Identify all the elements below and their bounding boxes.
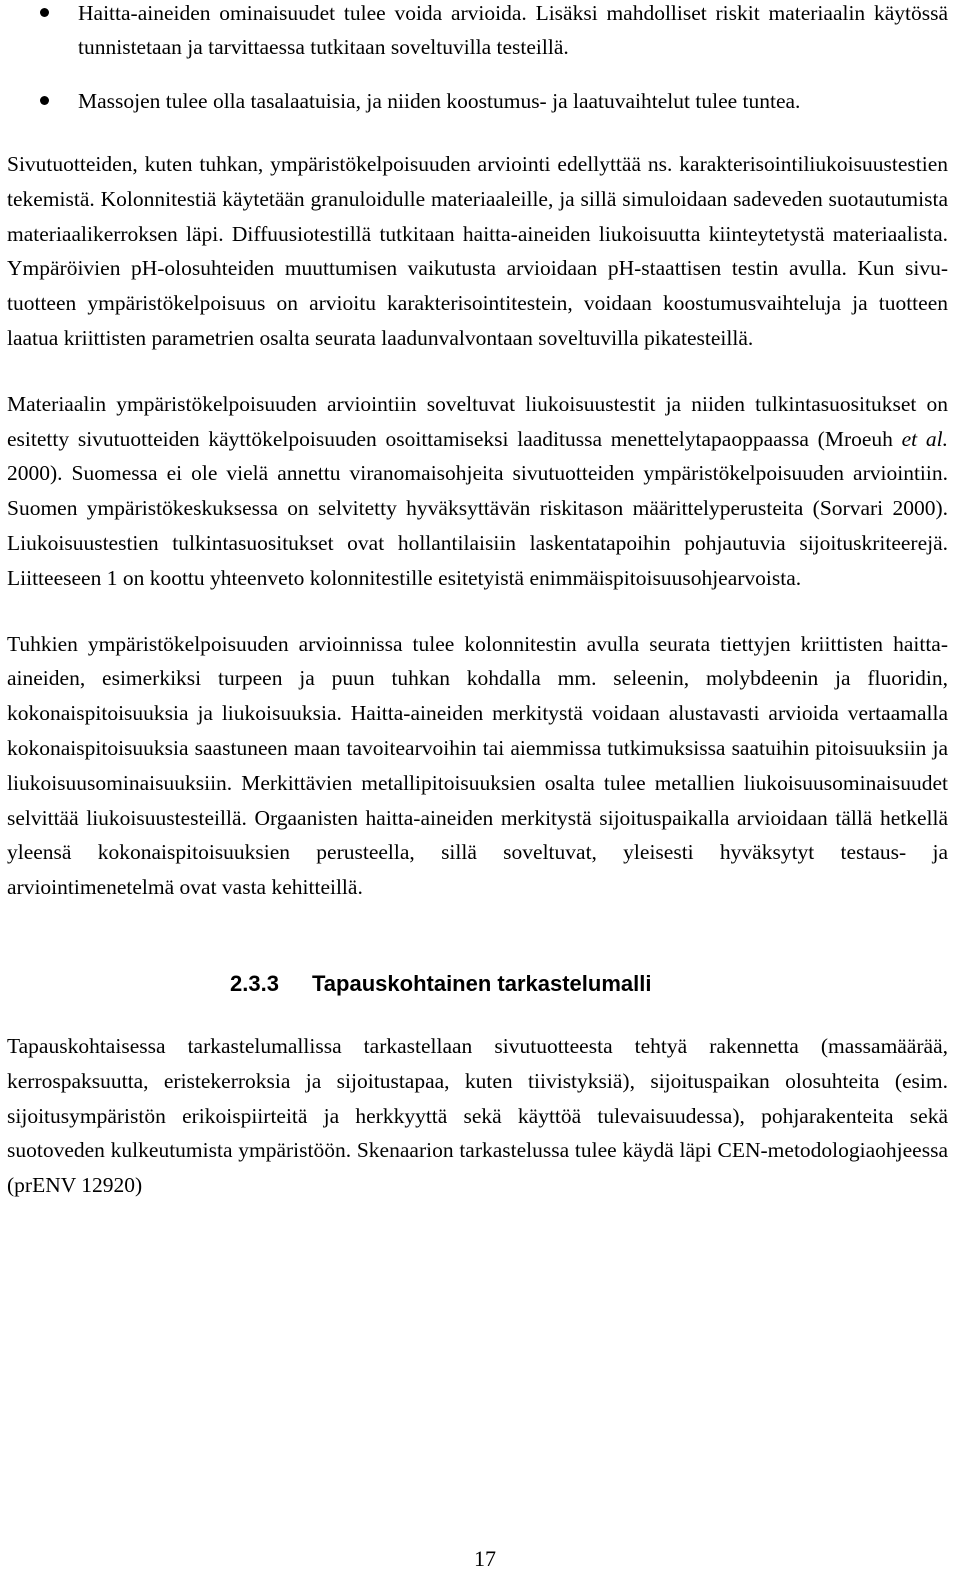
paragraph-case-specific-model: Tapauskohtaisessa tarkastelumallissa tarkastellaan sivutuotteesta tehtyä rakennetta (massamäärää, kerrospaksuutta, eristekerroksia ja sijoitustapaa, kuten tiivistyksiä), sijoituspaikan olosuhteita (esim. sijoitusympäristön erikoispiirteitä ja herkkyyttä sekä käyttöä tulevaisuudessa), pohjarakenteita sekä suotoveden kulkeutumista ympäristöön. Skenaarion tarkastelussa tulee käydä läpi CEN-metodologiaohjeessa (prENV 12920) — [7, 1033, 948, 1198]
bullet-text: Massojen tulee olla tasalaatuisia, ja niiden koostumus- ja laatuvaihtelut tulee tuntea. — [78, 89, 801, 113]
bullet-list — [0, 0, 960, 118]
section-heading — [0, 969, 960, 999]
bullet-text: Haitta-aineiden ominaisuudet tulee voida arvioida. Lisäksi mahdolliset riskit materiaalin käytössä tunnistetaan ja tarvittaessa tutkitaan soveltuvilla testeillä. — [78, 1, 948, 59]
paragraph-interpretation-guidelines — [0, 387, 960, 596]
section-title: Tapauskohtainen tarkastelumalli — [312, 970, 652, 996]
page-number: 17 — [474, 1546, 496, 1571]
paragraph-text: 2000). Suomessa ei ole vielä annettu viranomaisohjeita sivutuotteiden ympäristökelpoisuuden arviointiin. Suomen ympäristökeskuksessa on selvitetty hyväksyttävän riskitason määrittelyperusteita (Sorvari 2000). Liukoisuustestien tulkintasuositukset ovat hollantilaisiin laskentatapoihin pohjautuvia sijoituskriteerejä. Liitteeseen 1 on koottu yhteenveto kolonnitestille esitetyistä enimmäispitoisuusohjearvoista. — [7, 461, 948, 590]
bullet-item — [0, 84, 960, 118]
paragraph-text: Materiaalin ympäristökelpoisuuden arviointiin soveltuvat liukoisuustestit ja niiden tulkintasuositukset on esitetty sivutuotteiden käyttökelpoisuuden osoittamiseksi laaditussa menettelytapaoppaassa (Mroeuh — [7, 391, 948, 451]
citation-et-al: et al. — [901, 426, 948, 451]
paragraph-ash-assessment: Tuhkien ympäristökelpoisuuden arvioinnissa tulee kolonnitestin avulla seurata tiettyjen kriittisten haitta-aineiden, esimerkiksi turpeen ja puun tuhkan kohdalla mm. seleenin, molybdeenin ja fluoridin, kokonaispitoisuuksia ja liukoisuuksia. Haitta-aineiden merkitystä voidaan alustavasti arvioida vertaamalla kokonaispitoisuuksia saastuneen maan tavoitearvoihin tai aiemmissa tutkimuksissa saatuihin pitoisuuksiin ja liukoisuusominaisuuksiin. Merkittävien metallipitoisuuksien osalta tulee metallien liukoisuusominaisuudet selvittää liukoisuustesteillä. Orgaanisten haitta-aineiden merkitystä sijoituspaikalla arvioidaan tällä hetkellä yleensä kokonaispitoisuuksien perusteella, sillä soveltuvat, yleisesti hyväksytyt testaus- ja arviointimenetelmä ovat vasta kehitteillä. — [7, 631, 948, 900]
paragraph-characterisation-tests: Sivutuotteiden, kuten tuhkan, ympäristökelpoisuuden arviointi edellyttää ns. karakterisointiliukoisuustestien tekemistä. Kolonnitestiä käytetään granuloidulle materiaaleille, ja sillä simuloidaan sadeveden suotautumista materiaalikerroksen läpi. Diffuusiotestillä tutkitaan haitta-aineiden liukoisuutta kiinteytetystä materiaalista. Ympäröivien pH-olosuhteiden muuttumisen vaikutusta arvioidaan pH-staattisen testin avulla. Kun sivutuotteen ympäristökelpoisuus on arvioitu karakterisointitestein, voidaan koostumusvaihteluja ja tuotteen laatua kriittisten parametrien osalta seurata laadunvalvontaan soveltuvilla pikatesteillä. — [7, 152, 948, 350]
heading — [0, 969, 960, 999]
bullet-item — [0, 0, 960, 64]
bullet-icon — [40, 8, 49, 17]
bullet-icon — [40, 96, 49, 105]
section-number: 2.3.3 — [230, 970, 279, 996]
